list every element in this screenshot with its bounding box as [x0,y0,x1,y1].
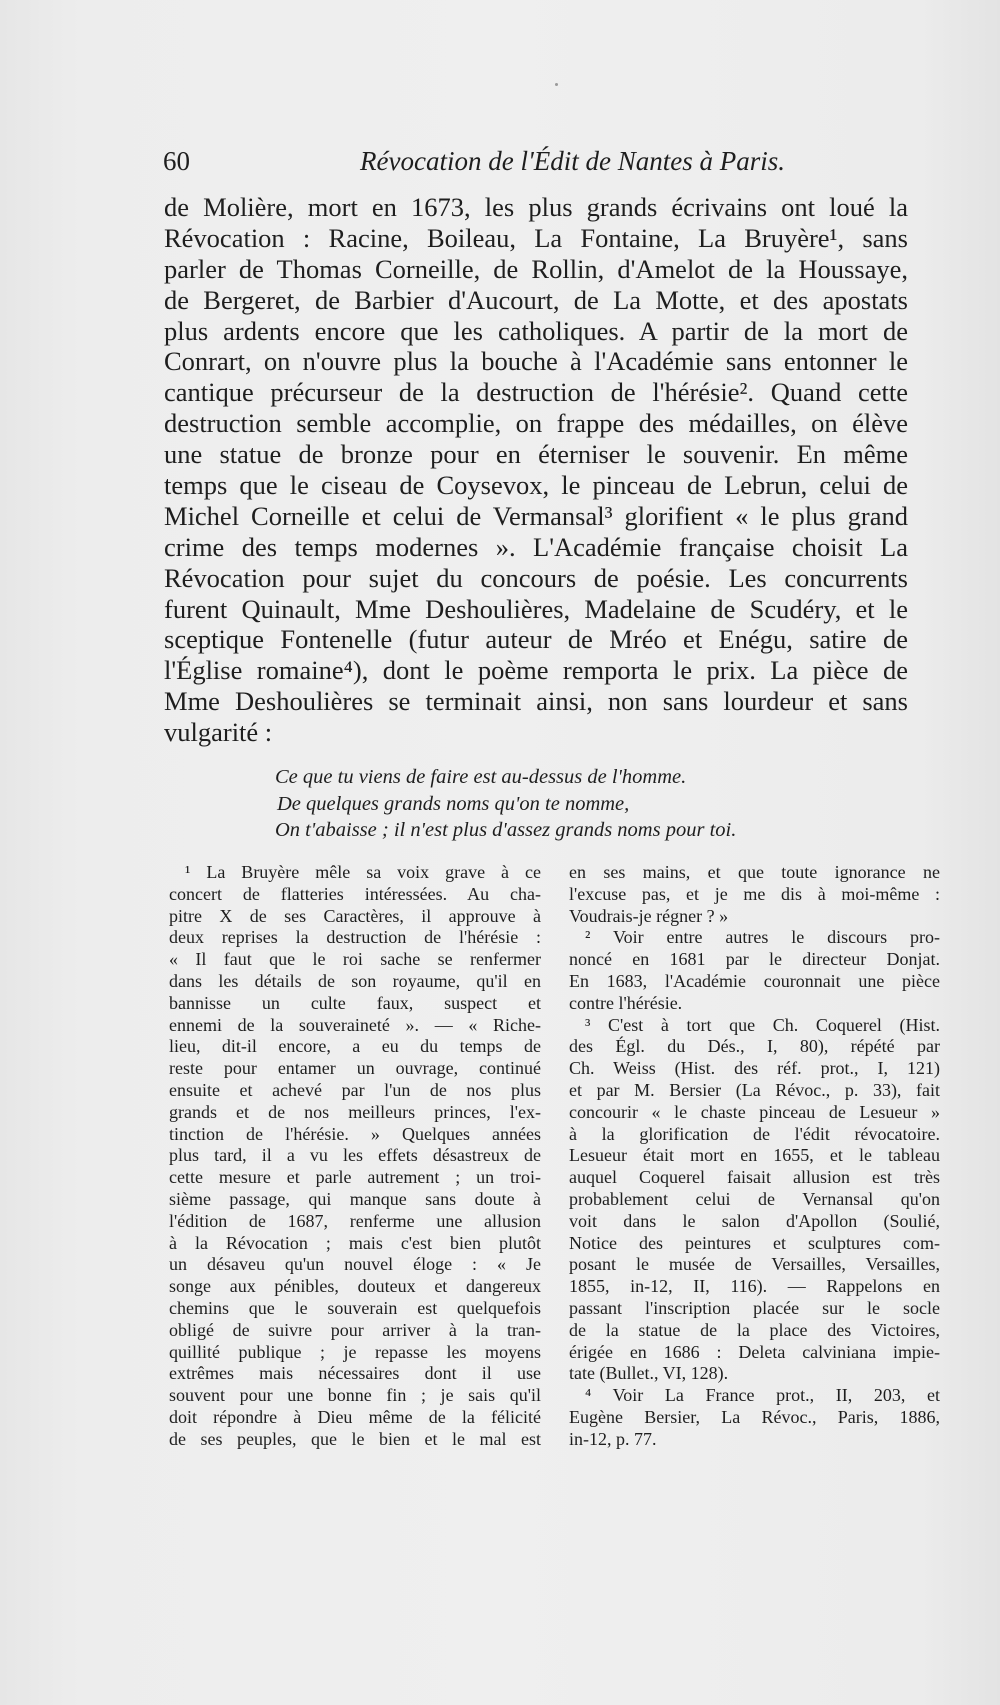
footnote-line: passant l'inscription placée sur le socle [569,1297,940,1318]
footnote-line: En 1683, l'Académie couronnait une pièce [569,970,940,991]
main-line: plus ardents encore que les catholiques. A partir de la mort de [164,315,908,346]
main-line: Mme Deshoulières se terminait ainsi, non sans lourdeur et sans [164,686,908,717]
footnote-line: auquel Coquerel faisait allusion est très [569,1167,940,1188]
footnote-line: 1855, in-12, II, 116). — Rappelons en [569,1276,940,1297]
footnote-line: bannisse un culte faux, suspect et [169,992,541,1013]
footnote-line: deux reprises la destruction de l'hérésie : [169,927,541,948]
footnote-line: probablement celui de Vernansal qu'on [569,1188,940,1209]
footnote-line: in-12, p. 77. [569,1428,657,1449]
footnote-line: extrêmes mais nécessaires dont il use [169,1363,541,1384]
footnote-line: ⁴ Voir La France prot., II, 203, et [585,1385,940,1406]
footnote-line: chemins que le souverain est quelquefois [169,1297,541,1318]
page-speck [555,83,558,86]
page-header [163,141,785,181]
footnote-line: reste pour entamer un ouvrage, continué [169,1058,541,1079]
footnote-line: voit dans le salon d'Apollon (Soulié, [569,1210,940,1231]
footnote-line: ensuite et achevé par l'un de nos plus [169,1079,541,1100]
footnote-line: songe aux pénibles, douteux et dangereux [169,1276,541,1297]
main-line: crime des temps modernes ». L'Académie française choisit La [164,531,908,562]
footnote-line: concert de flatteries intéressées. Au cha- [169,883,541,904]
main-line: sceptique Fontenelle (futur auteur de Mréo et Enégu, satire de [164,624,908,655]
footnote-line: de ses peuples, que le bien et le mal est [169,1428,541,1449]
footnote-line: concourir « le chaste pinceau de Lesueur » [569,1101,940,1122]
footnote-line: grands et de nos meilleurs princes, l'ex- [169,1101,541,1122]
footnote-line: sième passage, qui manque sans doute à [169,1188,541,1209]
footnote-line: souvent pour une bonne fin ; je sais qu'il [169,1385,541,1406]
footnote-line: un désaveu qu'un nouvel éloge : « Je [169,1254,541,1275]
footnote-line: « Il faut que le roi sache se renfermer [169,949,541,970]
footnote-line: ¹ La Bruyère mêle sa voix grave à ce [185,862,541,882]
footnote-line: contre l'hérésie. [569,992,683,1013]
footnote-line: ² Voir entre autres le discours pro- [585,927,940,948]
verse-line: On t'abaisse ; il n'est plus d'assez grands noms pour toi. [275,819,737,841]
footnote-line: tate (Bullet., VI, 128). [569,1363,729,1384]
footnote-line: à la Révocation ; mais c'est bien plutôt [169,1232,541,1253]
footnote-line: ennemi de la souveraineté ». — « Riche- [169,1014,541,1035]
footnote-line: Voudrais-je régner ? » [569,905,729,926]
verse-line: De quelques grands noms qu'on te nomme, [277,792,630,815]
footnote-line: à la glorification de l'édit révocatoire. [569,1123,940,1144]
running-title: Révocation de l'Édit de Nantes à Paris. [360,146,785,176]
footnotes-right-column [569,862,940,1462]
footnote-line: érigée en 1686 : Deleta calviniana impie- [569,1341,940,1362]
verse-line: Ce que tu viens de faire est au-dessus de l'homme. [275,766,687,788]
main-line: Conrart, on n'ouvre plus la bouche à l'Académie sans entonner le [164,346,908,377]
footnote-line: ³ C'est à tort que Ch. Coquerel (Hist. [585,1014,940,1035]
main-line: furent Quinault, Mme Deshoulières, Madelaine de Scudéry, et le [164,593,908,624]
footnote-line: Lesueur était mort en 1655, et le tableau [569,1145,940,1166]
main-line: l'Église romaine⁴), dont le poème remporta le prix. La pièce de [164,655,908,686]
page-number: 60 [163,146,190,176]
main-line: Révocation pour sujet du concours de poésie. Les concurrents [164,562,908,593]
main-line: destruction semble accomplie, on frappe des médailles, on élève [164,408,908,439]
footnote-line: obligé de suivre pour arriver à la tran- [169,1319,541,1340]
main-line: Révocation : Racine, Boileau, La Fontaine, La Bruyère¹, sans [164,222,908,253]
footnote-line: dans les détails de son royaume, qu'il en [169,970,541,991]
main-line: Michel Corneille et celui de Vermansal³ glorifient « le plus grand [164,500,908,531]
footnote-line: l'excuse pas, et je me dis à moi-même : [569,883,940,904]
footnote-line: tinction de l'hérésie. » Quelques années [169,1123,541,1144]
footnote-line: en ses mains, et que toute ignorance ne [569,862,940,882]
footnotes-left-column [169,862,541,1462]
footnote-line: lieu, dit-il encore, a eu du temps de [169,1036,541,1057]
main-line: cantique précurseur de la destruction de l'hérésie². Quand cette [164,377,908,408]
footnote-line: Eugène Bersier, La Révoc., Paris, 1886, [569,1406,940,1427]
footnote-line: posant le musée de Versailles, Versailles, [569,1254,940,1275]
footnote-line: cette mesure et parle autrement ; un troi- [169,1167,541,1188]
footnote-line: l'édition de 1687, renferme une allusion [169,1210,541,1231]
footnote-line: doit répondre à Dieu même de la félicité [169,1406,541,1427]
footnote-line: Notice des peintures et sculptures com- [569,1232,940,1253]
verse-quote [275,764,835,844]
main-line: une statue de bronze pour en éterniser le souvenir. En même [164,439,908,470]
main-line: de Molière, mort en 1673, les plus grands écrivains ont loué la [164,192,908,222]
main-line: temps que le ciseau de Coysevox, le pinceau de Lebrun, celui de [164,470,908,501]
footnote-line: quillité publique ; je repasse les moyens [169,1341,541,1362]
main-line: parler de Thomas Corneille, de Rollin, d'Amelot de la Houssaye, [164,253,908,284]
footnote-line: de la statue de la place des Victoires, [569,1319,940,1340]
main-line: de Bergeret, de Barbier d'Aucourt, de La Motte, et des apostats [164,284,908,315]
main-line: vulgarité : [164,717,273,748]
footnote-line: Ch. Weiss (Hist. des réf. prot., I, 121) [569,1058,940,1079]
footnote-line: pitre X de ses Caractères, il approuve à [169,905,541,926]
footnote-line: et par M. Bersier (La Révoc., p. 33), fait [569,1079,940,1100]
footnote-line: plus tard, il a vu les effets désastreux de [169,1145,541,1166]
main-text [164,192,908,748]
footnote-line: noncé en 1681 par le directeur Donjat. [569,949,940,970]
footnote-line: des Égl. du Dés., I, 80), répété par [569,1036,940,1057]
